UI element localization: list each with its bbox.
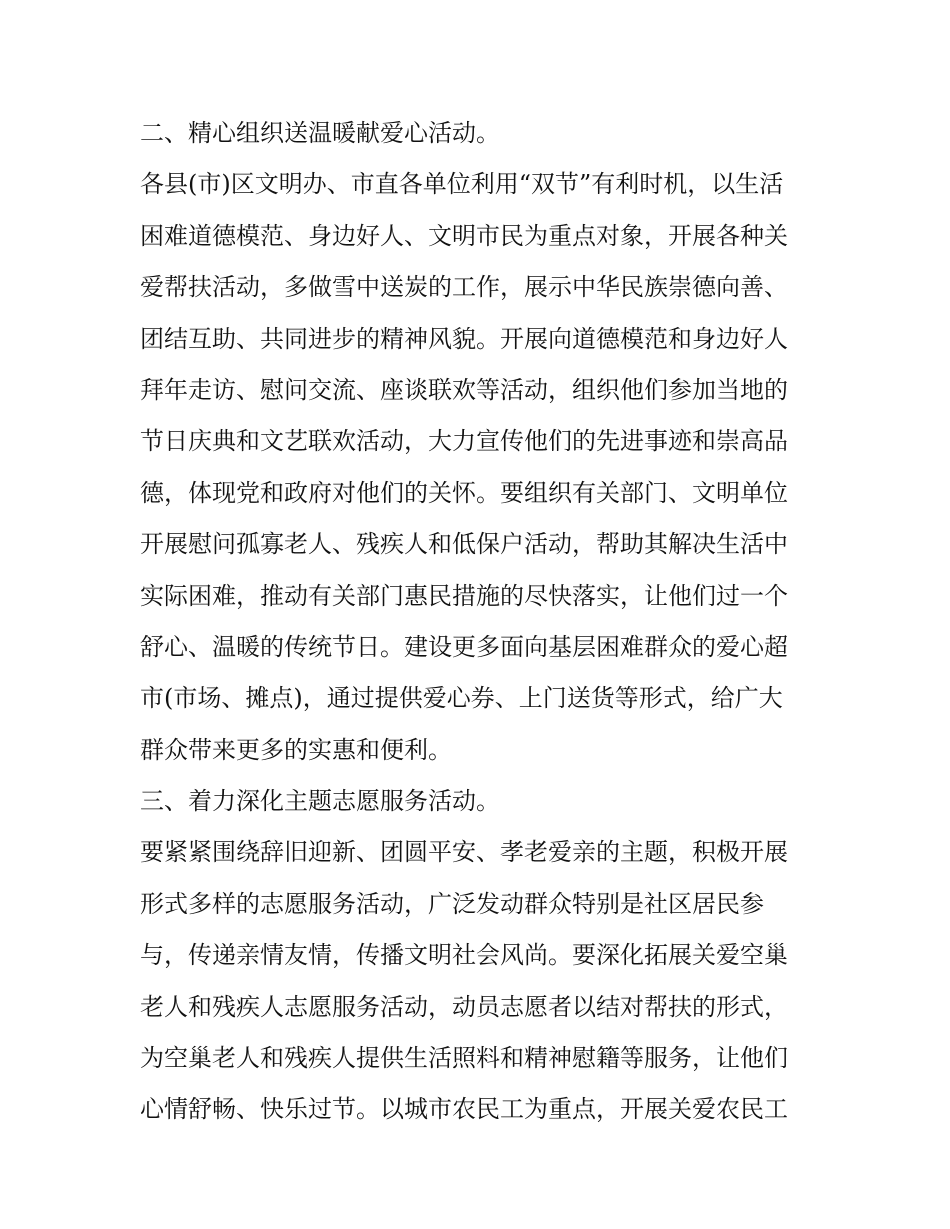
paragraph-line: 市(市场、摊点)，通过提供爱心券、上门送货等形式，给广大: [140, 684, 783, 713]
paragraph-line: 节日庆典和文艺联欢活动，大力宣传他们的先进事迹和崇高品: [140, 427, 788, 456]
paragraph-line: 形式多样的志愿服务活动，广泛发动群众特别是社区居民参: [140, 889, 764, 918]
paragraph-line: 困难道德模范、身边好人、文明市民为重点对象，开展各种关: [140, 221, 788, 250]
section-heading-3: 三、着力深化主题志愿服务活动。: [140, 787, 500, 816]
paragraph-line: 实际困难，推动有关部门惠民措施的尽快落实，让他们过一个: [140, 581, 788, 610]
paragraph-line: 与，传递亲情友情，传播文明社会风尚。要深化拓展关爱空巢: [140, 941, 788, 970]
paragraph-line: 拜年走访、慰问交流、座谈联欢等活动，组织他们参加当地的: [140, 375, 788, 404]
document-body: [140, 108, 820, 1136]
paragraph-line: 开展慰问孤寡老人、残疾人和低保户活动，帮助其解决生活中: [140, 530, 788, 559]
paragraph-line: 爱帮扶活动，多做雪中送炭的工作，展示中华民族崇德向善、: [140, 273, 788, 302]
paragraph-line: 团结互助、共同进步的精神风貌。开展向道德模范和身边好人: [140, 324, 788, 353]
paragraph-line: 老人和残疾人志愿服务活动，动员志愿者以结对帮扶的形式，: [140, 992, 788, 1021]
paragraph-line: 德，体现党和政府对他们的关怀。要组织有关部门、文明单位: [140, 478, 788, 507]
paragraph-line: 心情舒畅、快乐过节。以城市农民工为重点，开展关爱农民工: [140, 1095, 788, 1124]
paragraph-line: 要紧紧围绕辞旧迎新、团圆平安、孝老爱亲的主题，积极开展: [140, 838, 788, 867]
paragraph-line: 各县(市)区文明办、市直各单位利用“双节”有利时机，以生活: [140, 170, 784, 199]
paragraph-line: 为空巢老人和残疾人提供生活照料和精神慰籍等服务，让他们: [140, 1044, 788, 1073]
section-heading-2: 二、精心组织送温暖献爱心活动。: [140, 119, 500, 147]
paragraph-line: 群众带来更多的实惠和便利。: [140, 735, 452, 764]
paragraph-line: 舒心、温暖的传统节日。建设更多面向基层困难群众的爱心超: [140, 632, 788, 661]
